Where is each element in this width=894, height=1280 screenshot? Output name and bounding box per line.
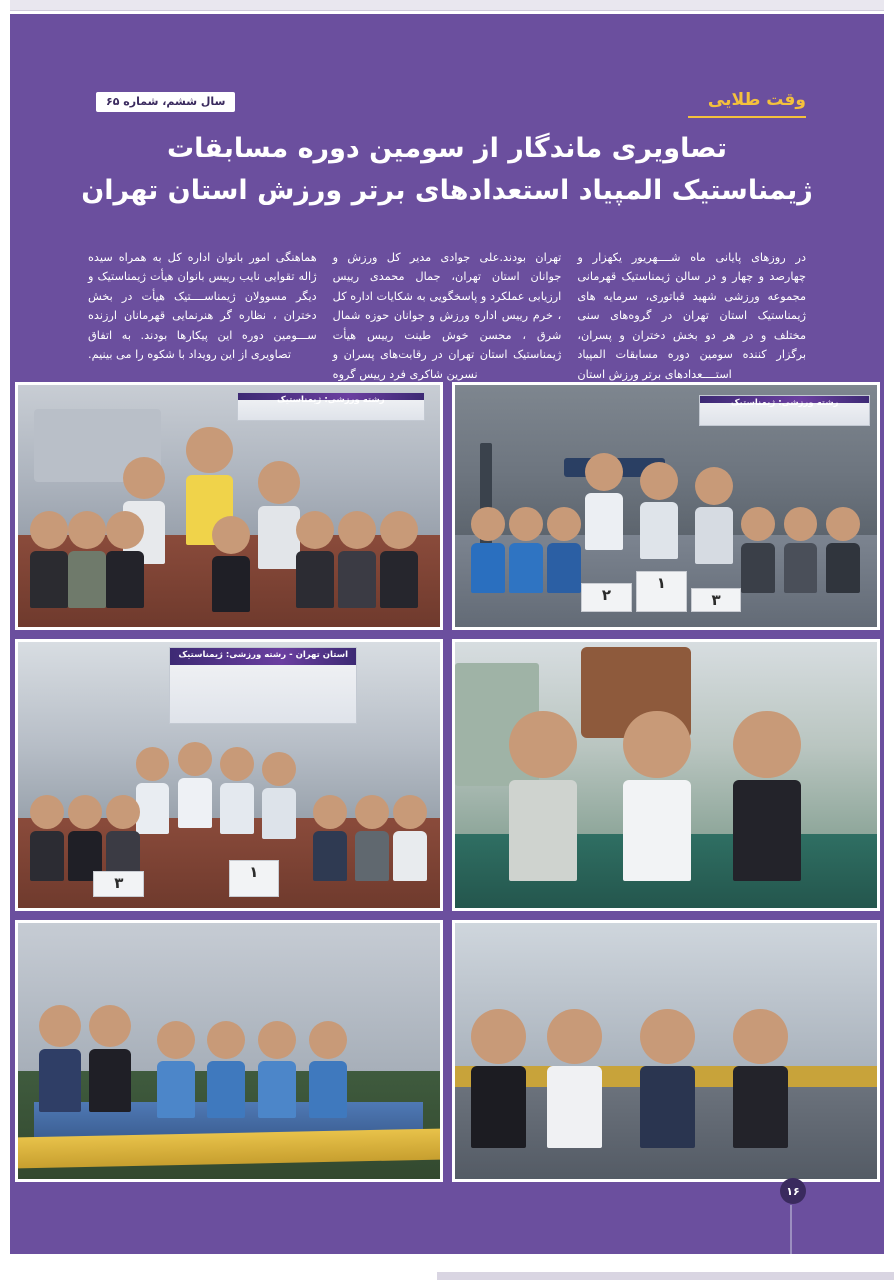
athlete-head (178, 742, 212, 776)
official (784, 507, 818, 593)
official (826, 507, 860, 593)
guest-body (733, 780, 801, 881)
official (106, 511, 144, 608)
article-column-right: در روزهای پایانی ماه شــــهریور یکهزار و چهارصد و چهار و در سالن ژیمناستیک قهرمانی مجموعه ورزشی شهید قباتوری، سرمایه های ژیمناستیک استان تهران در گروه‌های سنی مختلف و در هر دو بخش دختران و پسران، برگزار کننده سومین دوره مسابقات المپیاد استــــعدادهای برتر ورزش استان (577, 251, 806, 381)
page-number: ۱۶ (780, 1178, 806, 1204)
page-title (10, 128, 884, 212)
guest-body (640, 1066, 695, 1148)
photo-4-scene (455, 642, 877, 908)
official (393, 795, 427, 881)
athlete (136, 747, 170, 833)
coach-head (89, 1005, 131, 1047)
medalist-third (258, 461, 300, 568)
banner-text: استان تهران - رشته ورزشی: ژیمناستیک (178, 650, 348, 661)
photo-1 (15, 382, 443, 630)
official-body (106, 551, 144, 608)
athlete (178, 742, 212, 828)
coach (39, 1005, 81, 1112)
podium-place-3: ۳ (691, 588, 742, 612)
guest-head (733, 711, 801, 779)
photo-6 (452, 920, 880, 1182)
athlete-head (262, 752, 296, 786)
official-head (355, 795, 389, 829)
photo-3 (15, 639, 443, 911)
official-body (471, 543, 505, 594)
official (509, 507, 543, 593)
official-head (313, 795, 347, 829)
gymnast-body (157, 1061, 195, 1118)
guest-head (640, 1009, 695, 1064)
podium-place-2: ۲ (581, 583, 632, 612)
athlete-head (695, 467, 733, 505)
photo-5 (15, 920, 443, 1182)
guest-head (733, 1009, 788, 1064)
masthead (10, 90, 884, 124)
official (338, 511, 376, 608)
photo-6-scene (455, 923, 877, 1179)
official-head (380, 511, 418, 549)
medalist-head (186, 427, 232, 473)
athlete-third (695, 467, 733, 564)
young-gymnast (157, 1021, 195, 1118)
event-banner (699, 395, 870, 426)
photo-2-scene (455, 385, 877, 627)
event-banner (237, 392, 425, 421)
guest-body (547, 1066, 602, 1148)
official-body (547, 543, 581, 594)
guest-head (623, 711, 691, 779)
guest (733, 1009, 788, 1148)
guest-seated (733, 711, 801, 882)
athlete-head (585, 453, 623, 491)
photo-2 (452, 382, 880, 630)
official-head (106, 795, 140, 829)
guest (640, 1009, 695, 1148)
medalist-head (123, 457, 165, 499)
article-column-left: هماهنگی امور بانوان اداره کل به همراه سیده ژاله تقوایی نایب رییس بانوان هیأت ژیمناستیک و دیگر مسوولان ژیمناســــتیک هیأت در بخش دختران ، نظاره گر هنرنمایی قهرمانان ارزنده ســـومین دوره این پیکارها بودند. به اتفاق تصاویری از این رویداد با شکوه را می بینیم. (87, 251, 317, 362)
photo-grid (10, 382, 884, 1182)
bottom-white-strip (0, 1254, 894, 1280)
official (68, 511, 106, 608)
podium-place-3: ۳ (93, 871, 144, 898)
young-gymnast (258, 1021, 296, 1118)
headline-line-1: تصاویری ماندگار از سومین دوره مسابقات (167, 133, 727, 164)
athlete-head (220, 747, 254, 781)
official-body (212, 556, 250, 613)
official-body (30, 831, 64, 882)
athlete-body (220, 783, 254, 834)
article-body (10, 248, 884, 381)
official (471, 507, 505, 593)
medalist-head (258, 461, 300, 503)
official-body (741, 543, 775, 594)
podium-place-1: ۱ (229, 860, 280, 897)
guest (547, 1009, 602, 1148)
official-body (30, 551, 68, 608)
young-gymnast (207, 1021, 245, 1118)
podium-place-1: ۱ (636, 571, 687, 612)
photo-4 (452, 639, 880, 911)
official-head (30, 511, 68, 549)
official-body (338, 551, 376, 608)
official (547, 507, 581, 593)
banner-text: رشته ورزشی: ژیمناستیک (730, 397, 839, 408)
athlete-body (262, 788, 296, 839)
guest-seated (623, 711, 691, 882)
official-head (784, 507, 818, 541)
guest-seated (509, 711, 577, 882)
official (741, 507, 775, 593)
young-gymnast (309, 1021, 347, 1118)
gymnast-head (157, 1021, 195, 1059)
athlete-first (585, 453, 623, 550)
official (296, 511, 334, 608)
official (106, 795, 140, 881)
official-head (741, 507, 775, 541)
official (212, 516, 250, 613)
coach-head (39, 1005, 81, 1047)
official-head (106, 511, 144, 549)
top-white-strip (0, 0, 894, 14)
official-head (393, 795, 427, 829)
official (68, 795, 102, 881)
bottom-tab (437, 1272, 894, 1280)
official-body (393, 831, 427, 882)
athlete-body (136, 783, 170, 834)
photo-3-scene (18, 642, 440, 908)
official-body (313, 831, 347, 882)
official-body (826, 543, 860, 594)
guest-head (547, 1009, 602, 1064)
gymnast-head (207, 1021, 245, 1059)
gymnast-body (258, 1061, 296, 1118)
athlete-body (585, 493, 623, 550)
official-head (30, 795, 64, 829)
athlete-body (178, 778, 212, 829)
issue-badge: سال ششم، شماره ۶۵ (96, 92, 235, 112)
section-title-rule (688, 116, 806, 118)
official-head (471, 507, 505, 541)
official-head (296, 511, 334, 549)
top-strip-inner (10, 0, 884, 11)
official-body (509, 543, 543, 594)
guest-head (471, 1009, 526, 1064)
official-body (355, 831, 389, 882)
athlete-second (640, 462, 678, 559)
official (380, 511, 418, 608)
guest-body (509, 780, 577, 881)
athlete-head (136, 747, 170, 781)
official-body (784, 543, 818, 594)
official-head (68, 511, 106, 549)
official-head (68, 795, 102, 829)
guest-head (509, 711, 577, 779)
event-banner (169, 647, 357, 723)
official (30, 511, 68, 608)
official-body (380, 551, 418, 608)
guest-body (733, 1066, 788, 1148)
guest-body (623, 780, 691, 881)
gymnast-head (258, 1021, 296, 1059)
athlete (220, 747, 254, 833)
gymnast-body (207, 1061, 245, 1118)
athlete-head (640, 462, 678, 500)
official-head (212, 516, 250, 554)
official (30, 795, 64, 881)
athlete (262, 752, 296, 838)
official-body (296, 551, 334, 608)
official-head (826, 507, 860, 541)
official-head (509, 507, 543, 541)
official-body (68, 551, 106, 608)
official (355, 795, 389, 881)
official (313, 795, 347, 881)
gymnast-head (309, 1021, 347, 1059)
guest-body (471, 1066, 526, 1148)
photo-5-scene (18, 923, 440, 1179)
photo-1-scene (18, 385, 440, 627)
athlete-body (695, 507, 733, 564)
coach (89, 1005, 131, 1112)
medalist-body (258, 506, 300, 569)
gymnast-body (309, 1061, 347, 1118)
banner-text: رشته ورزشی: ژیمناستیک (276, 395, 385, 406)
athlete-body (640, 502, 678, 559)
article-column-middle: تهران بودند.علی جوادی مدیر کل ورزش و جوانان استان تهران، جمال محمدی رییس ارزیابی عملکرد و پاسخگویی به شکایات اداره کل ، خرم رییس اداره ورزش و جوانان حوزه شمال شرق ، محسن خوش طینت رییس هیأت ژیمناستیک استان تهران در رقابت‌های پسران و نسرین شاکری فرد رییس گروه (332, 251, 562, 381)
coach-body (39, 1049, 81, 1112)
section-title: وقت طلایی (707, 90, 806, 110)
official-head (338, 511, 376, 549)
coach-body (89, 1049, 131, 1112)
official-head (547, 507, 581, 541)
guest (471, 1009, 526, 1148)
headline-line-2: ژیمناستیک المپیاد استعدادهای برتر ورزش استان تهران (81, 174, 813, 206)
